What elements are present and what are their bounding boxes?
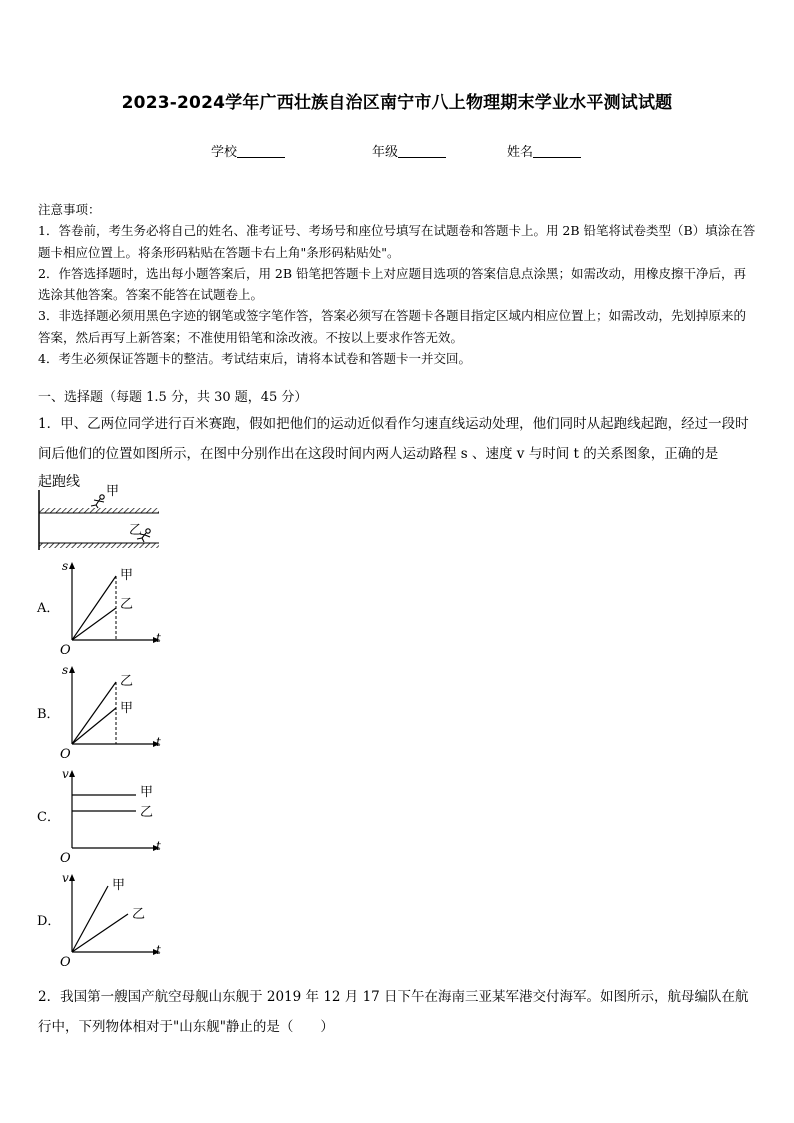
lane-divider-hatch [39,508,159,513]
runner-jia-icon [91,495,104,508]
option-d-line-upper [72,886,108,952]
runner-yi-label: 乙 [129,523,143,538]
option-d-line-lower [72,914,128,952]
section-title: 一、选择题（每题 1.5 分，共 30 题，45 分） [38,390,308,405]
name-field[interactable] [507,141,581,160]
notice-item-3: 3．非选择题必须用黑色字迹的钢笔或签字笔作答，答案必须写在答题卡各题目指定区域内相应位置上；如需改动，先划掉原来的答案，然后再写上新答案；不准使用铅笔和涂改液。不按以上要求作答无效。 [38,308,746,345]
option-b-label[interactable]: B． [37,707,60,722]
race-figure [36,470,166,555]
school-label: 学校 [211,145,238,160]
grade-label: 年级 [372,145,399,160]
name-blank[interactable] [533,145,581,158]
option-b-y-axis: s [62,663,69,677]
grade-field[interactable] [372,141,446,160]
option-a-line-upper [72,576,116,640]
option-a-origin: O [60,643,71,658]
option-c-upper-label: 甲 [140,785,154,800]
notice-item-4: 4．考生必须保证答题卡的整洁。考试结束后，请将本试卷和答题卡一并交回。 [38,351,471,367]
notice-block [38,199,758,369]
name-label: 姓名 [507,145,534,160]
option-d-upper-label: 甲 [112,878,126,893]
option-a-graph[interactable] [58,558,168,658]
option-c-graph[interactable] [58,766,168,866]
option-d-label[interactable]: D． [37,914,61,929]
option-d-graph[interactable] [58,870,168,970]
option-b-graph[interactable] [58,662,168,762]
notice-heading: 注意事项： [38,202,101,217]
notice-item-1: 1．答卷前，考生务必将自己的姓名、准考证号、考场号和座位号填写在试题卷和答题卡上。用 2B 铅笔将试卷类型（B）填涂在答题卡相应位置上。将条形码粘贴在答题卡右上角"条形码粘贴处"。 [38,223,756,260]
option-b-origin: O [60,747,71,762]
question-1-text: 1．甲、乙两位同学进行百米赛跑，假如把他们的运动近似看作匀速直线运动处理，他们同时从起跑线起跑，经过一段时间后他们的位置如图所示，在图中分别作出在这段时间内两人运动路程 s 、速度 v 与时间 t 的关系图象，正确的是 [38,416,749,462]
option-a-x-axis: t [156,631,161,645]
option-c-lower-label: 乙 [140,805,154,820]
notice-item-2: 2．作答选择题时，选出每小题答案后，用 2B 铅笔把答题卡上对应题目选项的答案信息点涂黑；如需改动，用橡皮擦干净后，再选涂其他答案。答案不能答在试题卷上。 [38,265,747,303]
lane-bottom-hatch [39,543,159,548]
school-field[interactable] [211,141,285,160]
option-d-x-axis: t [156,943,161,957]
option-c-origin: O [60,851,71,866]
option-b-lower-label: 甲 [120,701,134,716]
option-d-lower-label: 乙 [132,907,146,922]
option-b-upper-label: 乙 [120,674,134,689]
option-c-x-axis: t [156,839,161,853]
runner-jia-label: 甲 [106,484,120,499]
grade-blank[interactable] [398,145,446,158]
page-title: 2023-2024学年广西壮族自治区南宁市八上物理期末学业水平测试试题 [121,93,673,113]
option-d-origin: O [60,955,71,970]
option-a-label[interactable]: A． [37,601,60,616]
option-c-label[interactable]: C． [37,810,60,825]
option-a-lower-label: 乙 [120,597,134,612]
option-a-line-lower [72,608,116,640]
school-blank[interactable] [237,145,285,158]
option-c-y-axis: v [62,767,69,781]
start-line-label: 起跑线 [38,474,80,490]
option-a-upper-label: 甲 [120,568,134,583]
option-a-y-axis: s [62,559,69,573]
option-d-y-axis: v [62,871,69,885]
option-b-x-axis: t [156,735,161,749]
question-2-text: 2．我国第一艘国产航空母舰山东舰于 2019 年 12 月 17 日下午在海南三亚某军港交付海军。如图所示，航母编队在航行中，下列物体相对于"山东舰"静止的是（ ） [38,989,749,1035]
